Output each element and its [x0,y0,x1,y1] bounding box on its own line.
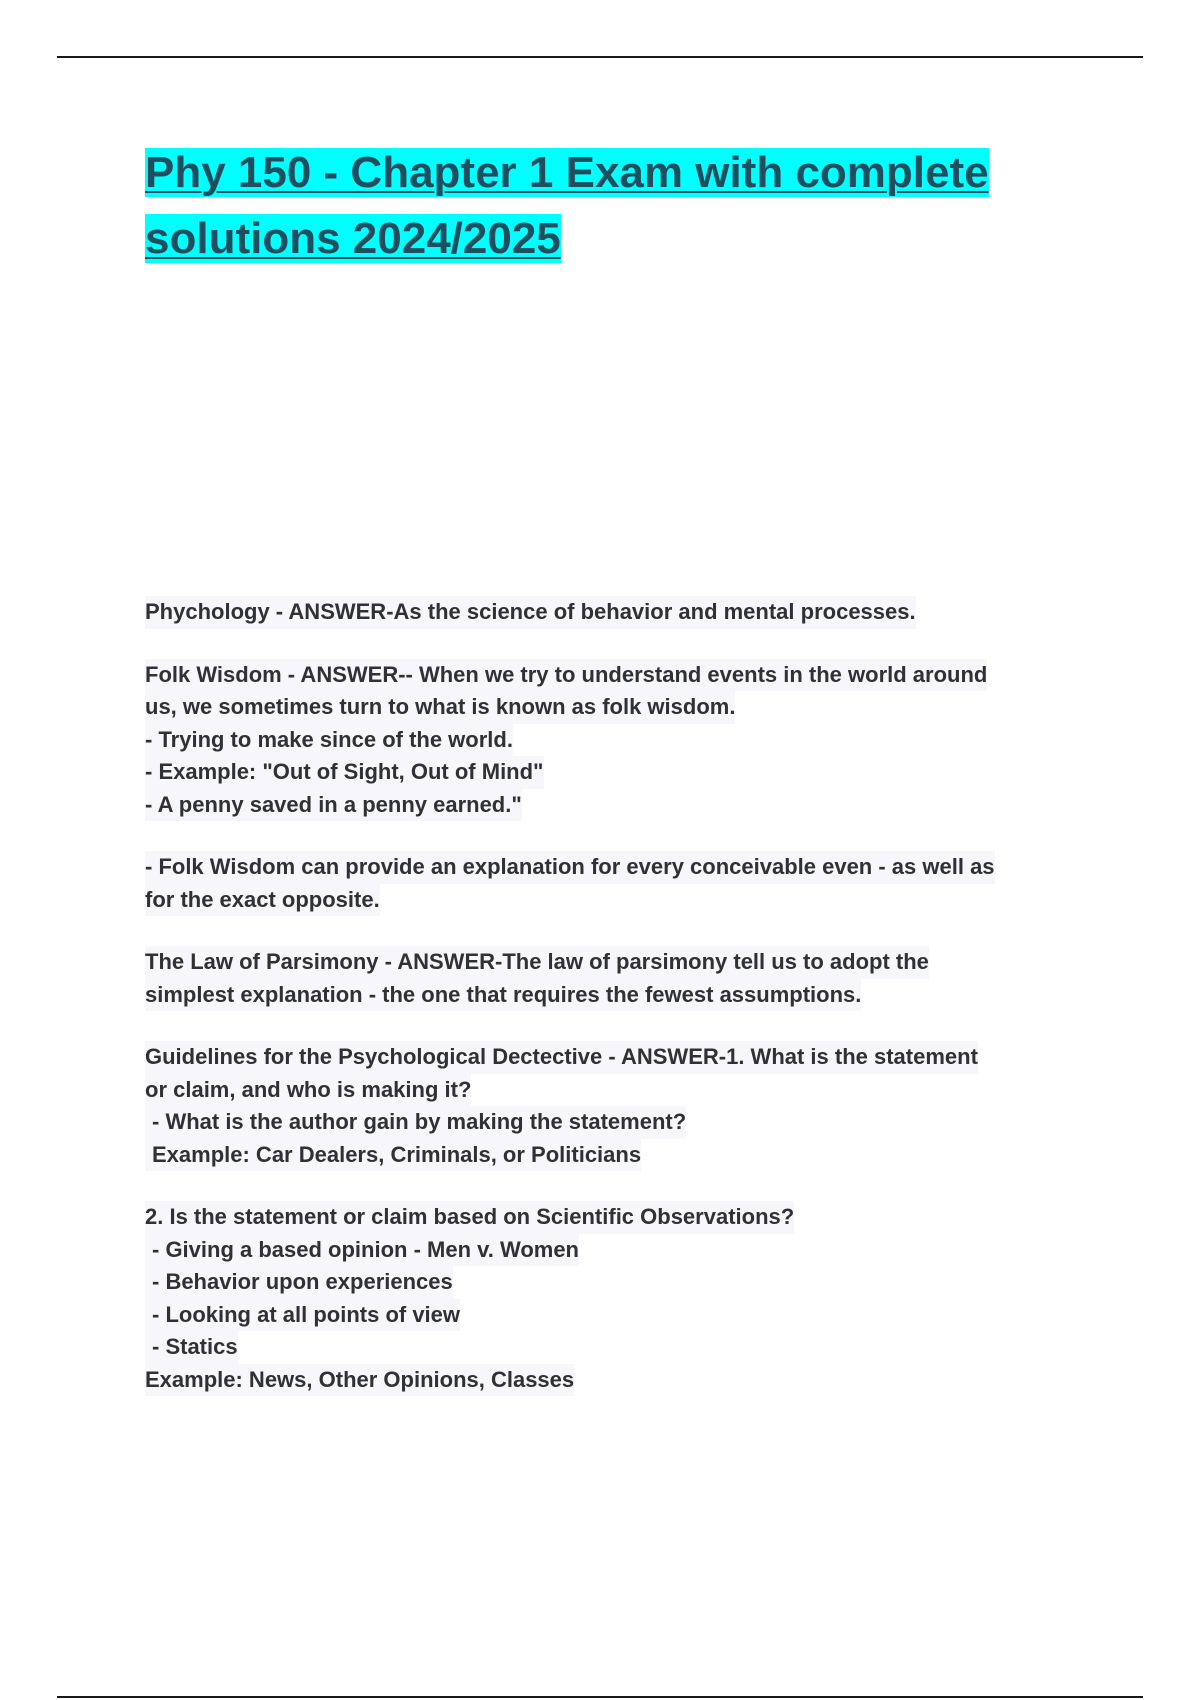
text-line: Example: News, Other Opinions, Classes [145,1364,574,1397]
text-line: simplest explanation - the one that requires the fewest assumptions. [145,979,861,1012]
text-line: - Example: "Out of Sight, Out of Mind" [145,756,544,789]
text-line: or claim, and who is making it? [145,1074,471,1107]
header-rule [57,56,1143,58]
text-line: - A penny saved in a penny earned." [145,789,522,822]
text-line: - What is the author gain by making the statement? [145,1106,686,1139]
title-line-1: Phy 150 - Chapter 1 Exam with complete [145,148,989,197]
text-line: The Law of Parsimony - ANSWER-The law of parsimony tell us to adopt the [145,946,929,979]
text-line: Phychology - ANSWER-As the science of behavior and mental processes. [145,596,916,629]
footer-rule [57,1696,1143,1698]
qa-guidelines [145,1041,1085,1171]
title-line-2: solutions 2024/2025 [145,214,561,263]
folk-wisdom-note [145,851,1085,916]
qa-law-of-parsimony [145,946,1085,1011]
guideline-2 [145,1201,1085,1396]
text-line: - Behavior upon experiences [145,1266,453,1299]
text-line: for the exact opposite. [145,884,380,917]
text-line: - Statics [145,1331,238,1364]
text-line: - Folk Wisdom can provide an explanation for every conceivable even - as well as [145,851,995,884]
text-line: - Giving a based opinion - Men v. Women [145,1234,579,1267]
document-title [145,140,1075,272]
text-line: us, we sometimes turn to what is known as folk wisdom. [145,691,735,724]
qa-folk-wisdom [145,659,1085,822]
qa-psychology [145,596,1085,629]
text-line: 2. Is the statement or claim based on Scientific Observations? [145,1201,794,1234]
document-body [145,596,1085,1426]
text-line: Folk Wisdom - ANSWER-- When we try to understand events in the world around [145,659,987,692]
text-line: Example: Car Dealers, Criminals, or Politicians [145,1139,641,1172]
text-line: - Trying to make since of the world. [145,724,513,757]
text-line: Guidelines for the Psychological Dectective - ANSWER-1. What is the statement [145,1041,978,1074]
text-line: - Looking at all points of view [145,1299,460,1332]
